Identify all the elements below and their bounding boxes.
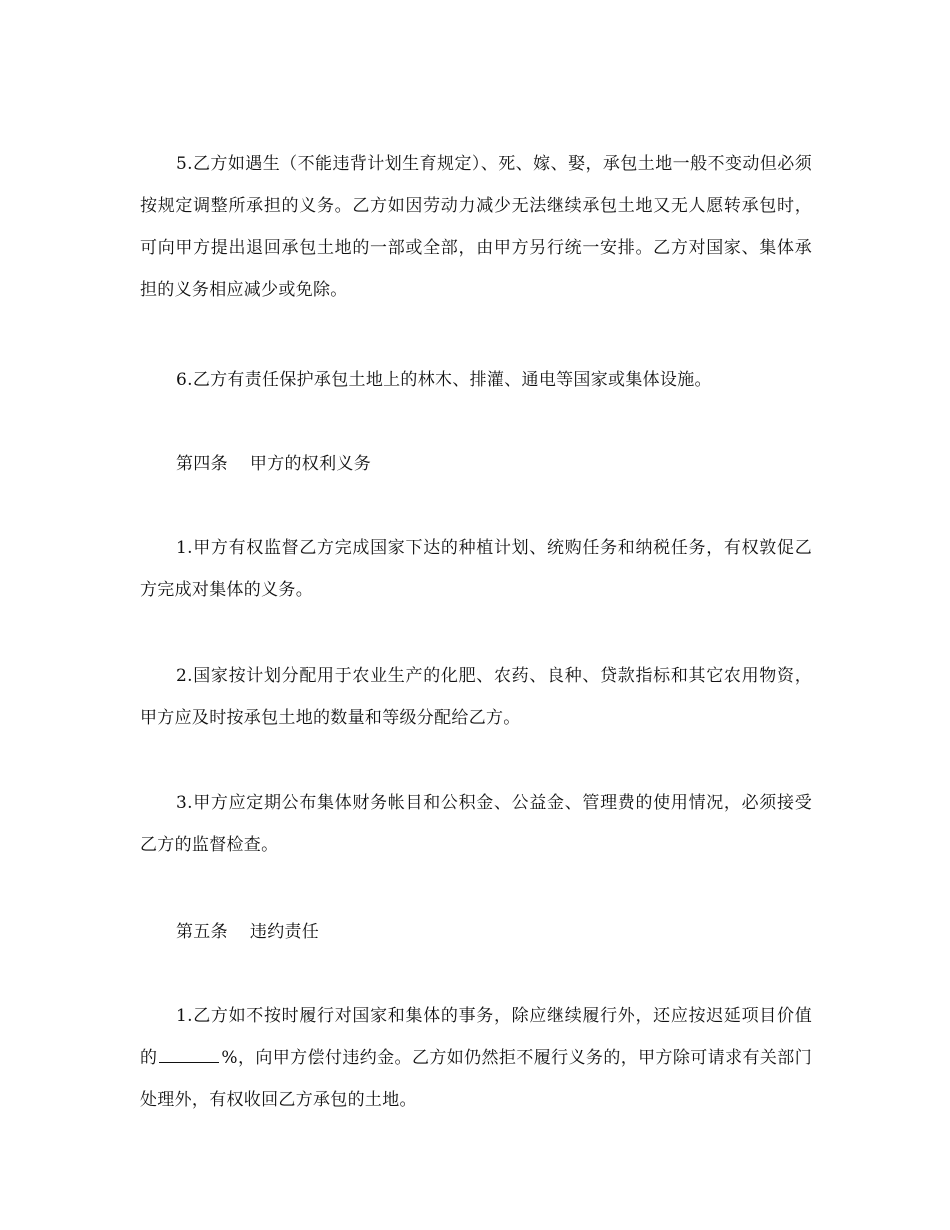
clause5-item1-text-part2: ，向甲方偿付违约金。乙方如仍然拒不履行义务的，甲方除可请求有关部门处理外，有权收回乙方承包的土地。 [140, 1048, 812, 1110]
clause5-item1-text-part1: 1.乙方如不按时履行对国家和集体的事务，除应继续履行外，还应按迟延项目价值的 [140, 1006, 812, 1068]
clause4-heading-title: 甲方的权利义务 [249, 454, 372, 474]
clause5-heading [140, 911, 812, 953]
clause5-heading-title: 违约责任 [249, 922, 320, 942]
clause4-heading [140, 443, 812, 485]
clause3-item5-paragraph: 5.乙方如遇生（不能违背计划生育规定）、死、嫁、娶，承包土地一般不变动但必须按规定调整所承担的义务。乙方如因劳动力减少无法继续承包土地又无人愿转承包时，可向甲方提出退回承包土地的一部或全部，由甲方另行统一安排。乙方对国家、集体承担的义务相应减少或免除。 [140, 154, 812, 300]
clause4-item3-paragraph: 3.甲方应定期公布集体财务帐目和公积金、公益金、管理费的使用情况，必须接受乙方的监督检查。 [140, 793, 812, 855]
fill-in-blank [159, 1061, 219, 1063]
clause3-item6-paragraph: 6.乙方有责任保护承包土地上的林木、排灌、通电等国家或集体设施。 [176, 370, 712, 390]
clause4-item1-paragraph: 1.甲方有权监督乙方完成国家下达的种植计划、统购任务和纳税任务，有权敦促乙方完成对集体的义务。 [140, 538, 812, 600]
clause4-item2-paragraph: 2.国家按计划分配用于农业生产的化肥、农药、良种、贷款指标和其它农用物资，甲方应及时按承包土地的数量和等级分配给乙方。 [140, 666, 812, 728]
clause5-item1-percent: % [221, 1048, 238, 1068]
clause4-heading-number: 第四条 [176, 454, 228, 474]
clause5-item1-paragraph [140, 995, 812, 1121]
clause5-heading-number: 第五条 [176, 922, 228, 942]
